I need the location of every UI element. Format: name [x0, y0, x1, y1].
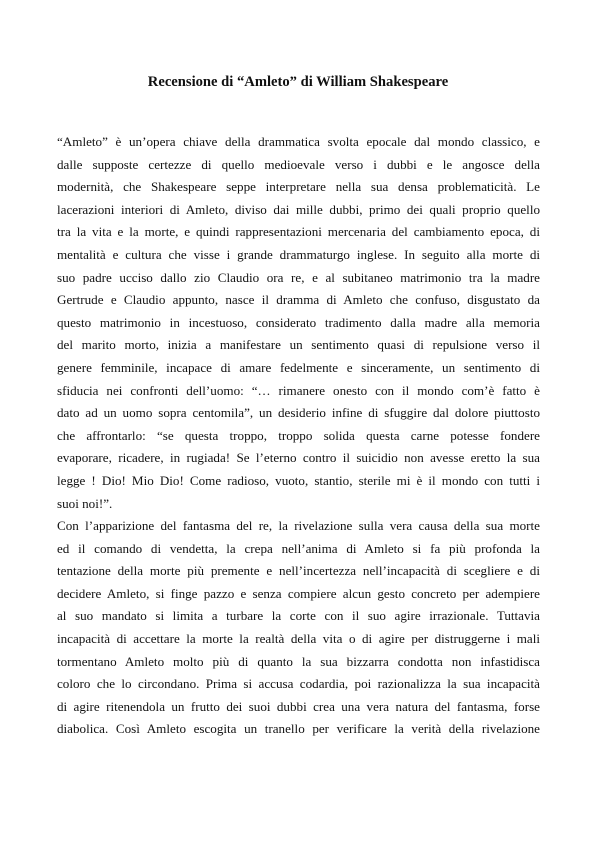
text-line: genere femminile, incapace di amare fedelmente e sinceramente, un sentimento di	[57, 359, 540, 375]
text-line: al suo mandato si limita a turbare la corte con il suo agire irrazionale. Tuttavia	[57, 608, 540, 624]
text-line: evaporare, ricadere, in rugiada! Se l’eterno contro il suicidio non avesse eretto la sua	[57, 450, 540, 466]
text-line: tentazione della morte più premente e nell’incertezza nell’incapacità di scegliere e di	[57, 563, 540, 579]
text-line: modernità, che Shakespeare seppe interpretare nella sua densa problematicità. Le	[57, 179, 540, 195]
text-line: tra la vita e la morte, e quindi rappresentazioni mercenaria del cambiamento epoca, di	[57, 224, 540, 240]
text-line: dato ad un uomo sopra centomila”, un desiderio infine di sfuggire dal dolore piuttosto	[57, 405, 540, 421]
paragraph-1	[57, 131, 540, 515]
text-line: incapacità di accettare la morte la realtà della vita o di agire per distruggerne i mali	[57, 631, 540, 647]
text-line: coloro che lo circondano. Prima si accusa codardia, poi razionalizza la sua incapacità	[57, 676, 540, 692]
document-title: Recensione di “Amleto” di William Shakespeare	[147, 74, 449, 90]
text-line: suo padre ucciso dallo zio Claudio ora re, e al subitaneo matrimonio tra la madre	[57, 269, 540, 285]
text-line: che affrontarlo: “se questa troppo, troppo solida questa carne potesse fondere	[57, 427, 540, 443]
text-line: “Amleto” è un’opera chiave della drammatica svolta epocale dal mondo classico, e	[57, 134, 540, 149]
text-line: questo matrimonio in incestuoso, considerato tradimento dalla madre alla memoria	[57, 314, 540, 330]
text-line: Gertrude e Claudio appunto, nasce il dramma di Amleto che confuso, disgustato da	[57, 292, 540, 308]
text-line: di agire ritenendola un frutto dei suoi dubbi crea una vera natura del fantasma, forse	[57, 698, 540, 714]
paragraph-2	[57, 515, 540, 741]
document-body	[57, 131, 540, 741]
text-line: legge ! Dio! Mio Dio! Come radioso, vuoto, stantio, sterile mi è il mondo con tutti i	[57, 472, 540, 488]
text-line: tormentano Amleto molto più di quanto la sua bizzarra condotta non infastidisca	[57, 653, 540, 669]
text-line: dalle supposte certezze di quello medioevale verso i dubbi e le angosce della	[57, 156, 540, 172]
text-line: decidere Amleto, si finge pazzo e senza compiere alcun gesto concreto per adempiere	[57, 585, 540, 601]
text-line: suoi noi!”.	[57, 495, 113, 511]
text-line: ed il comando di vendetta, la crepa nell’anima di Amleto si fa più profonda la	[57, 540, 540, 556]
text-line: lacerazioni interiori di Amleto, diviso dai mille dubbi, primo dei quali proprio quello	[57, 201, 540, 217]
text-line: mentalità e cultura che visse i grande drammaturgo inglese. In seguito alla morte di	[57, 246, 540, 262]
text-line: sfiducia nei confronti dell’uomo: “… rimanere onesto con il mondo com’è fatto è	[57, 382, 540, 398]
text-line: diabolica. Così Amleto escogita un tranello per verificare la verità della rivelazione	[57, 721, 540, 737]
text-line: del marito morto, inizia a manifestare un sentimento quasi di repulsione verso il	[57, 337, 540, 353]
text-line: Con l’apparizione del fantasma del re, la rivelazione sulla vera causa della sua morte	[57, 518, 540, 534]
